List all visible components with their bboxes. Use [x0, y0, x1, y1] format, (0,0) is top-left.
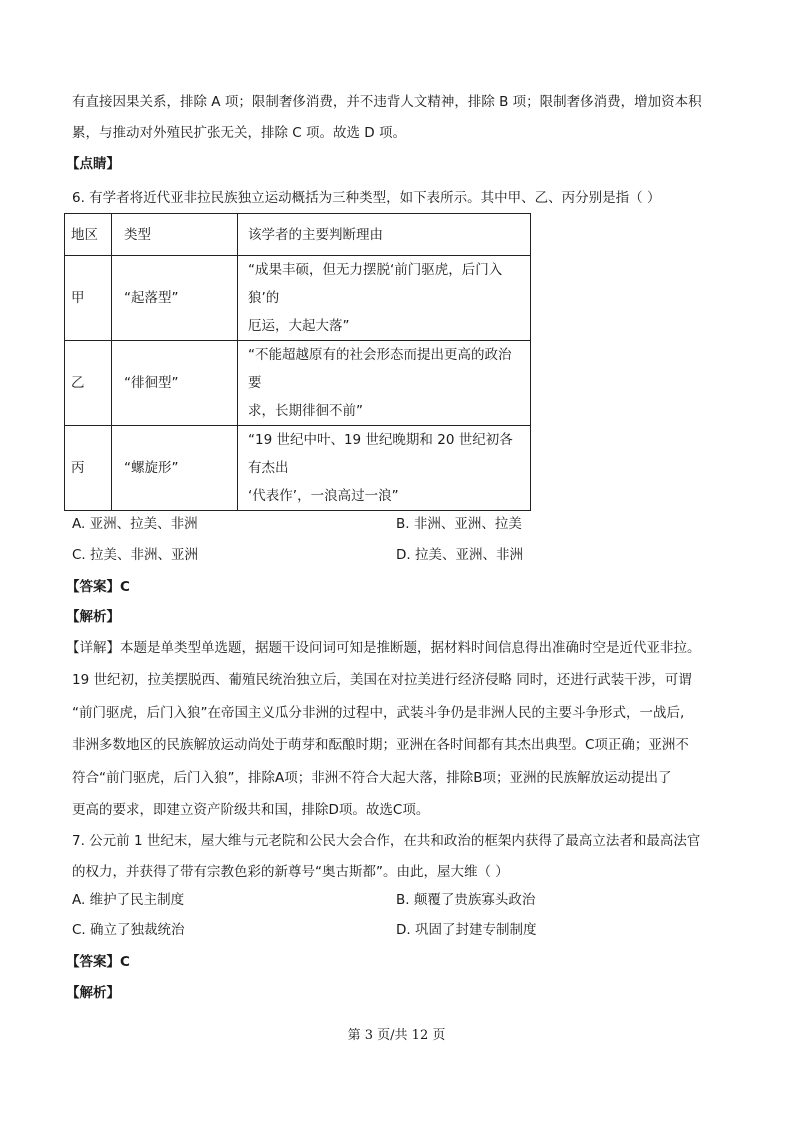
q6-reason-line-2: 求，长期徘徊不前”: [248, 403, 363, 419]
dianjing-tag: 【点睛】: [66, 156, 120, 172]
q6-detail-line-5: 符合“前门驱虎，后门入狼”，排除A项；非洲不符合大起大落，排除B项；亚洲的民族解放运动提出了: [72, 770, 672, 786]
q6-stem: 6. 有学者将近代亚非拉民族独立运动概括为三种类型，如下表所示。其中甲、乙、丙分别是指（ ）: [72, 190, 661, 206]
q6-region: 乙: [65, 341, 112, 426]
q6-type: “起落型”: [112, 256, 238, 341]
q7-answer: 【答案】C: [66, 954, 130, 970]
q6-header-reason: 该学者的主要判断理由: [238, 214, 531, 256]
q6-table: [64, 213, 531, 511]
q6-table-header-row: [65, 214, 531, 256]
prev-analysis-line-2: 累，与推动对外殖民扩张无关，排除 C 项。故选 D 项。: [72, 125, 406, 141]
q6-reason: [238, 341, 531, 426]
q6-reason-line-1: “不能超越原有的社会形态而提出更高的政治要: [248, 347, 512, 391]
prev-analysis-line-1: 有直接因果关系，排除 A 项；限制奢侈消费，并不违背人文精神，排除 B 项；限制奢侈消费，增加资本积: [72, 94, 702, 110]
table-row: [65, 256, 531, 341]
q6-detail-line-2: 19 世纪初，拉美摆脱西、葡殖民统治独立后，美国在对拉美进行经济侵略 同时，还进行武装干涉，可谓: [72, 672, 692, 688]
q6-reason: [238, 426, 531, 511]
q7-option-d: D. 巩固了封建专制制度: [396, 922, 537, 938]
q6-option-b: B. 非洲、亚洲、拉美: [396, 516, 522, 532]
page-footer: 第 3 页/共 12 页: [347, 1028, 446, 1043]
q6-reason-line-1: “成果丰硕，但无力摆脱‘前门驱虎，后门入狼’的: [248, 262, 503, 306]
q6-option-c: C. 拉美、非洲、亚洲: [72, 547, 199, 563]
q6-reason-line-2: 厄运，大起大落”: [248, 318, 350, 334]
q6-detail-line-6: 更高的要求，即建立资产阶级共和国，排除D项。故选C项。: [72, 802, 430, 818]
q6-reason: [238, 256, 531, 341]
q6-answer: 【答案】C: [66, 579, 130, 595]
table-row: [65, 426, 531, 511]
q6-region: 丙: [65, 426, 112, 511]
q6-option-d: D. 拉美、亚洲、非洲: [396, 547, 523, 563]
q6-type: “徘徊型”: [112, 341, 238, 426]
q6-type: “螺旋形”: [112, 426, 238, 511]
q7-stem-line-1: 7. 公元前 1 世纪末，屋大维与元老院和公民大会合作，在共和政治的框架内获得了最高立法者和最高法官: [72, 833, 701, 849]
q7-stem-line-2: 的权力，并获得了带有宗教色彩的新尊号“奥古斯都”。由此，屋大维（ ）: [72, 864, 509, 880]
q7-analysis-tag: 【解析】: [66, 985, 120, 1001]
q6-detail-line-3: “前门驱虎，后门入狼”在帝国主义瓜分非洲的过程中，武装斗争仍是非洲人民的主要斗争形式，一战后,: [72, 705, 685, 721]
q6-analysis-tag: 【解析】: [66, 609, 120, 625]
q6-region: 甲: [65, 256, 112, 341]
q6-header-region: 地区: [65, 214, 112, 256]
q6-header-type: 类型: [112, 214, 238, 256]
q7-option-c: C. 确立了独裁统治: [72, 922, 185, 938]
q6-reason-line-1: “19 世纪中叶、19 世纪晚期和 20 世纪初各有杰出: [248, 432, 513, 476]
q6-reason-line-2: ‘代表作’，一浪高过一浪”: [248, 488, 399, 504]
table-row: [65, 341, 531, 426]
q6-detail-line-4: 非洲多数地区的民族解放运动尚处于萌芽和酝酿时期；亚洲在各时间都有其杰出典型。C项正确；亚洲不: [72, 737, 689, 753]
q7-option-a: A. 维护了民主制度: [72, 892, 185, 908]
q6-detail-line-1: 【详解】本题是单类型单选题，据题干设问词可知是推断题，据材料时间信息得出准确时空是近代亚非拉。: [66, 640, 701, 656]
q7-option-b: B. 颠覆了贵族寡头政治: [396, 892, 536, 908]
q6-option-a: A. 亚洲、拉美、非洲: [72, 516, 198, 532]
